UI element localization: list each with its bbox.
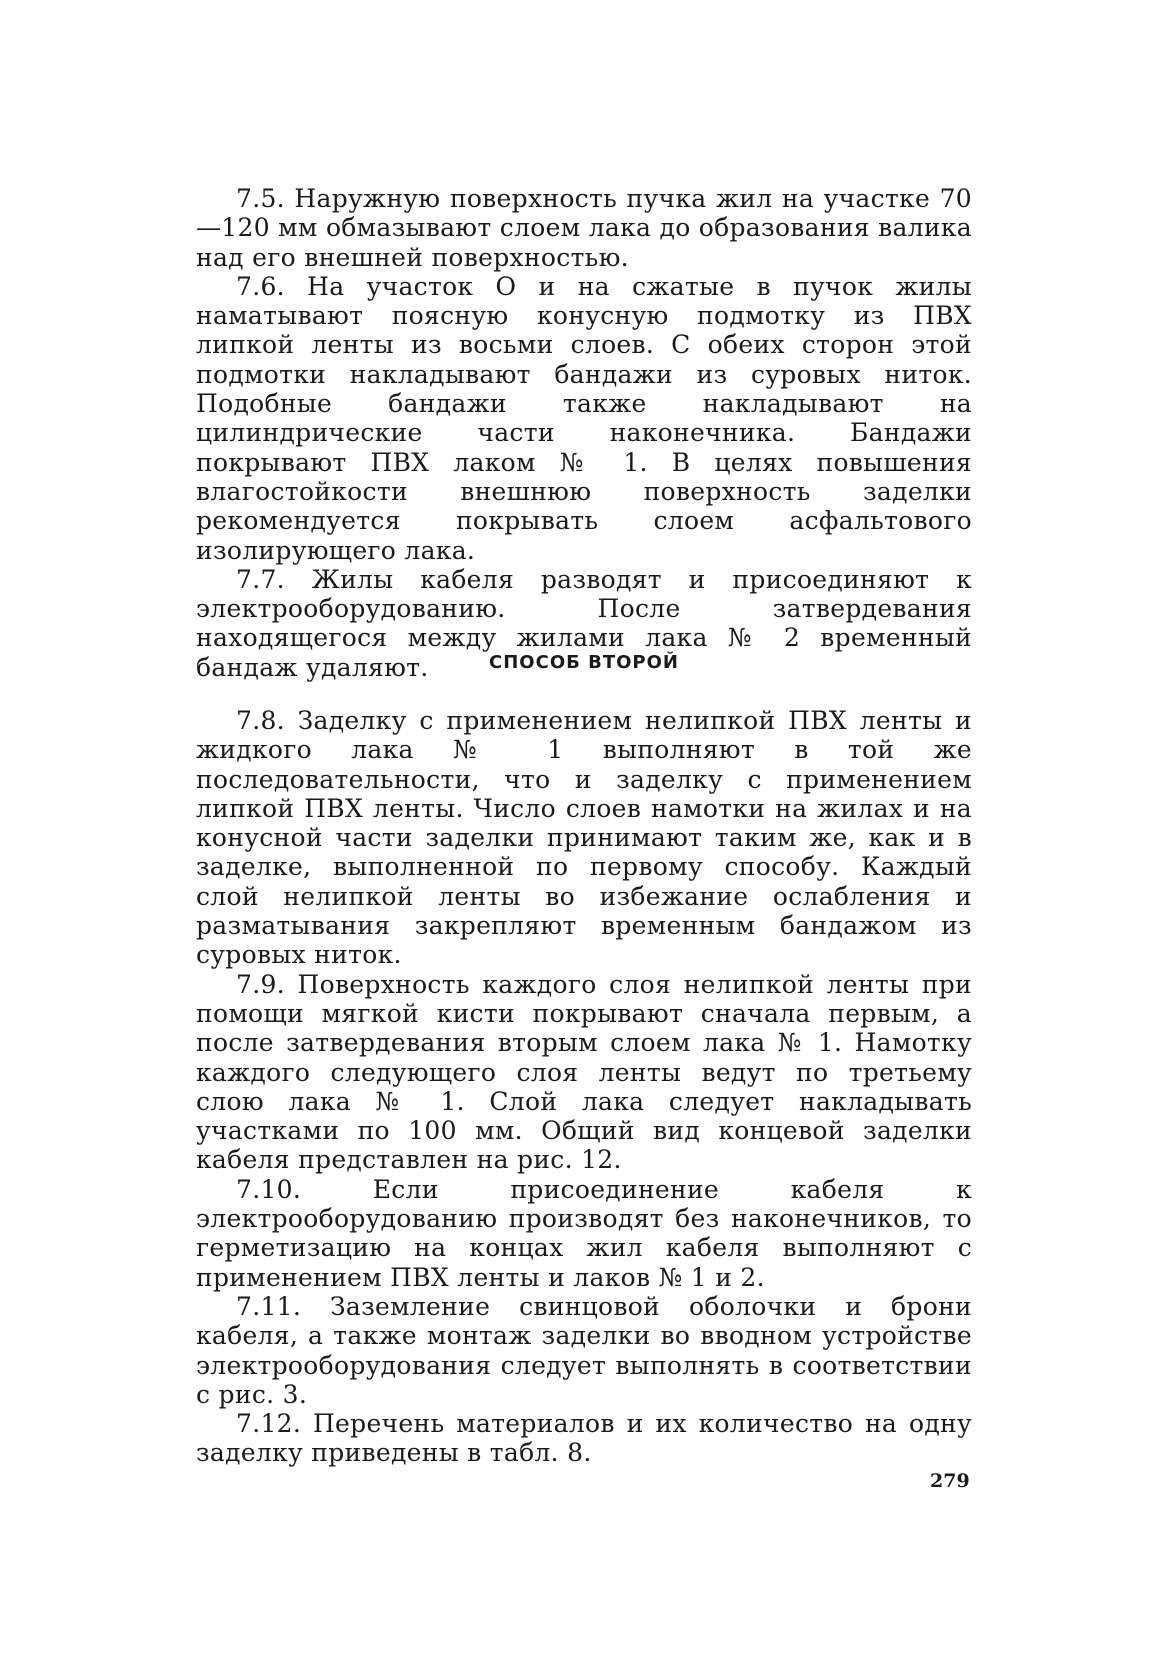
paragraph-7-7: 7.7. Жилы кабеля разводят и присоединяют к электрооборудованию. После затвердевания находящегося между жилами лака № 2 временный бандаж удаляют. xyxy=(196,564,972,682)
paragraph-7-10: 7.10. Если присоединение кабеля к электрооборудованию производят без наконечников, то герметизацию на концах жил кабеля выполняют с применением ПВХ ленты и лаков № 1 и 2. xyxy=(196,1174,972,1292)
section-heading: СПОСОБ ВТОРОЙ xyxy=(489,652,679,673)
paragraph-7-8: 7.8. Заделку с применением нелипкой ПВХ ленты и жидкого лака № 1 выполняют в той же последовательности, что и заделку с применением липкой ПВХ ленты. Число слоев намотки на жилах и на конусной части заделки принимают таким же, как и в заделке, выполненной по первому способу. Каждый слой нелипкой ленты во избежание ослабления и разматывания закрепляют временным бандажом из суровых ниток. xyxy=(196,706,972,970)
section-two-text xyxy=(196,706,972,1468)
page-number: 279 xyxy=(930,1470,970,1492)
paragraph-7-9: 7.9. Поверхность каждого слоя нелипкой ленты при помощи мягкой кисти покрывают сначала первым, а после затвердевания вторым слоем лака № 1. Намотку каждого следующего слоя ленты ведут по третьему слою лака № 1. Слой лака следует накладывать участками по 100 мм. Общий вид концевой заделки кабеля представлен на рис. 12. xyxy=(196,969,972,1175)
paragraph-7-12: 7.12. Перечень материалов и их количество на одну заделку приведены в табл. 8. xyxy=(196,1409,972,1468)
paragraph-7-6: 7.6. На участок O и на сжатые в пучок жилы наматывают поясную конусную подмотку из ПВХ липкой ленты из восьми слоев. С обеих сторон этой подмотки накладывают бандажи из суровых ниток. Подобные бандажи также накладывают на цилиндрические части наконечника. Бандажи покрывают ПВХ лаком № 1. В целях повышения влагостойкости внешнюю поверхность заделки рекомендуется покрывать слоем асфальтового изолирующего лака. xyxy=(196,271,972,565)
paragraph-7-11: 7.11. Заземление свинцовой оболочки и брони кабеля, а также монтаж заделки во вводном устройстве электрооборудования следует выполнять в соответствии с рис. 3. xyxy=(196,1291,972,1409)
section-one-text xyxy=(196,184,972,682)
paragraph-7-5: 7.5. Наружную поверхность пучка жил на участке 70—120 мм обмазывают слоем лака до образования валика над его внешней поверхностью. xyxy=(196,184,972,272)
